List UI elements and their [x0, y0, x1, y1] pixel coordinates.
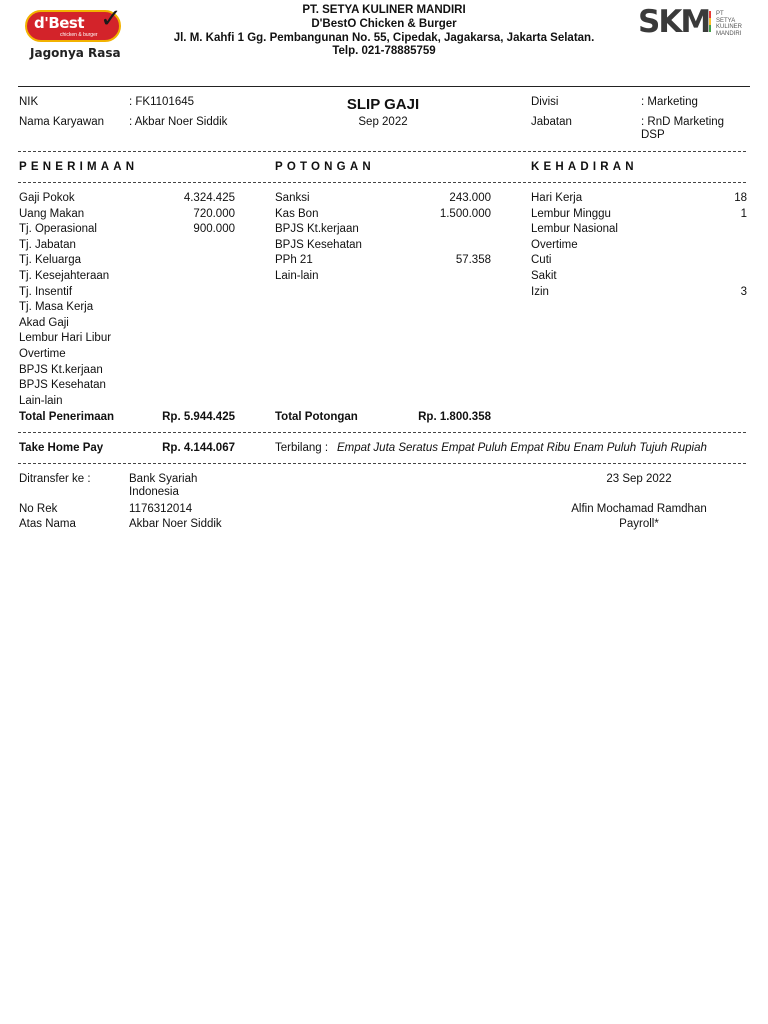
skm-accent-red: [709, 11, 711, 18]
penerimaan-row-label: Lain-lain: [19, 394, 63, 407]
potongan-row-label: PPh 21: [275, 254, 313, 267]
skm-small-line: PT: [716, 11, 724, 17]
company-phone: Telp. 021-78885759: [332, 45, 436, 58]
total-penerimaan-label: Total Penerimaan: [19, 411, 115, 423]
bank-name-2: Indonesia: [129, 486, 179, 498]
logo-sub-text: chicken & burger: [60, 32, 98, 38]
company-header: [160, 4, 608, 59]
kehadiran-row-label: Hari Kerja: [531, 192, 583, 204]
nik-value: : FK1101645: [129, 96, 195, 108]
dbesto-logo: [22, 4, 126, 64]
kehadiran-heading: KEHADIRAN: [531, 161, 638, 173]
skm-small-line: MANDIRI: [716, 30, 742, 37]
norek-label: No Rek: [19, 503, 58, 515]
take-home-value: Rp. 4.144.067: [162, 442, 235, 454]
name-label: Nama Karyawan: [19, 116, 105, 128]
penerimaan-row-label: Overtime: [19, 348, 66, 360]
jabatan-label: Jabatan: [531, 116, 572, 128]
skm-accent-green: [709, 25, 711, 32]
terbilang-label: Terbilang :: [275, 442, 329, 454]
kehadiran-row-label: Overtime: [531, 238, 578, 251]
kehadiran-row-value: 18: [734, 192, 747, 204]
signature-name: Alfin Mochamad Ramdhan: [571, 503, 707, 515]
kehadiran-row-label: Lembur Minggu: [531, 207, 611, 220]
total-potongan-value: Rp. 1.800.358: [418, 411, 491, 423]
logo-brand-text: d'Best: [34, 14, 85, 32]
kehadiran-row-label: Izin: [531, 285, 549, 298]
potongan-row-label: Lain-lain: [275, 270, 319, 282]
bank-name: Bank Syariah: [129, 473, 198, 485]
penerimaan-row-label: BPJS Kesehatan: [19, 379, 106, 392]
penerimaan-row-label: Uang Makan: [19, 207, 85, 220]
potongan-row-value: 243.000: [449, 192, 491, 204]
penerimaan-row-label: Gaji Pokok: [19, 192, 75, 204]
brand-line: D'BestO Chicken & Burger: [311, 17, 457, 30]
check-icon: ✓: [100, 4, 122, 34]
skm-logo: [638, 4, 750, 44]
transfer-label: Ditransfer ke :: [19, 473, 91, 485]
slip-title: SLIP GAJI: [346, 96, 420, 113]
dashed-divider: [18, 463, 746, 464]
penerimaan-row-label: Tj. Insentif: [19, 285, 73, 298]
penerimaan-row-label: Tj. Masa Kerja: [19, 301, 94, 314]
skm-accent-yellow: [709, 18, 711, 25]
kehadiran-row-label: Lembur Nasional: [531, 223, 618, 236]
potongan-row-label: Sanksi: [275, 192, 310, 204]
penerimaan-row-label: Tj. Jabatan: [19, 238, 76, 251]
penerimaan-row-label: Tj. Keluarga: [19, 254, 82, 267]
jabatan-value: : RnD Marketing: [641, 116, 725, 128]
skm-small-line: SETYA: [716, 17, 736, 24]
potongan-row-label: BPJS Kt.kerjaan: [275, 223, 359, 236]
skm-logo-subtext: [716, 11, 742, 37]
potongan-row-value: 1.500.000: [439, 207, 491, 220]
divisi-value: : Marketing: [641, 96, 698, 108]
kehadiran-row-label: Cuti: [531, 254, 552, 267]
penerimaan-heading: PENERIMAAN: [19, 161, 139, 173]
logo-tagline: Jagonya Rasa: [30, 46, 121, 60]
terbilang-value: Empat Juta Seratus Empat Puluh Empat Ribu Enam Puluh Tujuh Rupiah: [337, 442, 707, 454]
norek-value: 1176312014: [129, 503, 193, 515]
name-value: : Akbar Noer Siddik: [129, 116, 228, 128]
total-penerimaan-value: Rp. 5.944.425: [162, 411, 235, 423]
dashed-divider: [18, 151, 746, 152]
atasnama-value: Akbar Noer Siddik: [129, 518, 222, 530]
header-divider: [18, 86, 750, 87]
penerimaan-row-label: Tj. Kesejahteraan: [19, 270, 110, 282]
slip-period: Sep 2022: [358, 116, 408, 128]
kehadiran-row-value: 3: [740, 285, 747, 298]
penerimaan-row-value: 720.000: [193, 207, 235, 220]
penerimaan-row-label: BPJS Kt.kerjaan: [19, 363, 103, 376]
penerimaan-row-value: 4.324.425: [183, 192, 235, 204]
atasnama-label: Atas Nama: [19, 518, 76, 530]
jabatan-value-2: DSP: [641, 129, 665, 141]
signature-role: Payroll*: [619, 518, 659, 530]
potongan-heading: POTONGAN: [275, 161, 375, 173]
dashed-divider: [18, 182, 746, 183]
potongan-row-value: 57.358: [455, 254, 491, 267]
penerimaan-row-label: Akad Gaji: [19, 316, 69, 329]
potongan-row-label: Kas Bon: [275, 207, 319, 220]
penerimaan-row-label: Tj. Operasional: [19, 223, 97, 236]
potongan-row-label: BPJS Kesehatan: [275, 238, 362, 251]
take-home-label: Take Home Pay: [19, 442, 104, 454]
penerimaan-row-value: 900.000: [193, 223, 235, 236]
company-address: Jl. M. Kahfi 1 Gg. Pembangunan No. 55, Cipedak, Jagakarsa, Jakarta Selatan.: [173, 31, 595, 44]
nik-label: NIK: [19, 96, 39, 108]
total-potongan-label: Total Potongan: [275, 411, 358, 423]
signature-date: 23 Sep 2022: [606, 473, 672, 485]
divisi-label: Divisi: [531, 96, 559, 108]
company-name: PT. SETYA KULINER MANDIRI: [302, 4, 466, 16]
kehadiran-row-label: Sakit: [531, 270, 557, 282]
skm-small-line: KULINER: [716, 24, 743, 31]
dashed-divider: [18, 432, 746, 433]
skm-logo-text: SKM: [638, 4, 710, 40]
penerimaan-row-label: Lembur Hari Libur: [19, 332, 112, 345]
kehadiran-row-value: 1: [740, 207, 747, 220]
